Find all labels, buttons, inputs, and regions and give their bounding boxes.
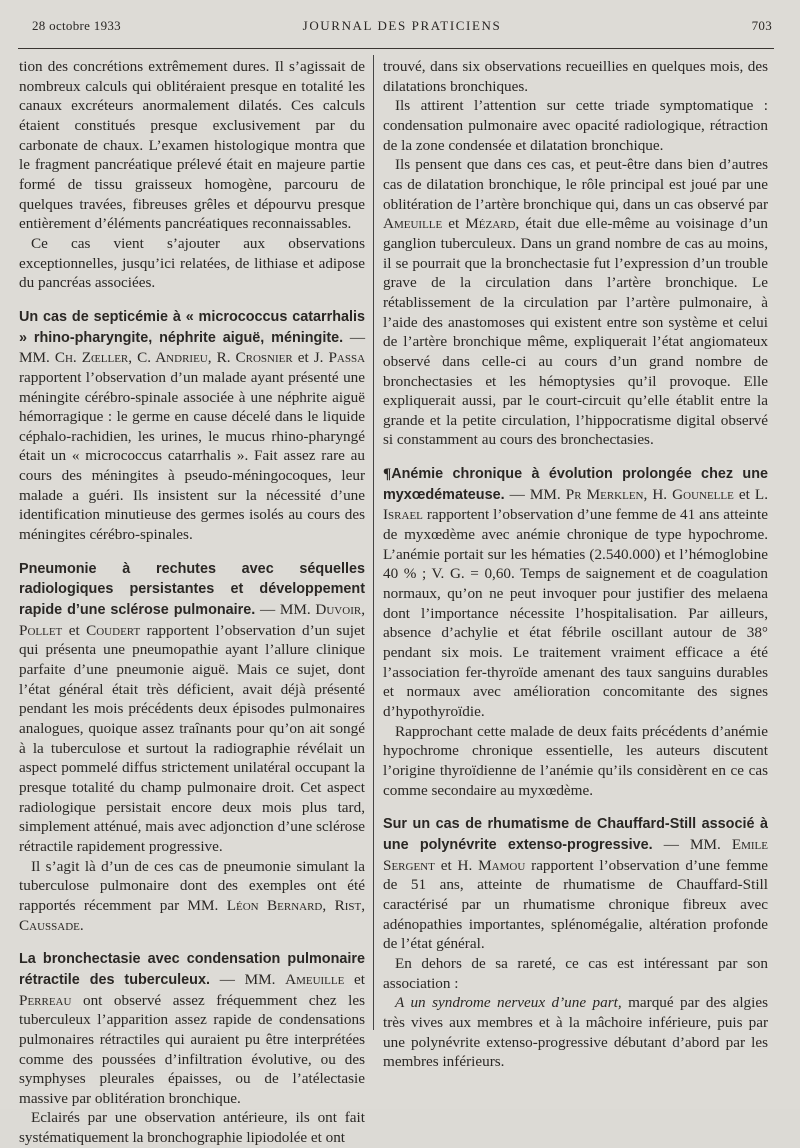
separator: — MM. [652,835,732,853]
journal-title: JOURNAL DES PRATICIENS [302,18,502,33]
separator: et [62,621,87,639]
author-name: Ameuille [285,970,345,988]
author-name: Emile Sergent [383,835,768,874]
right-column [383,57,769,1071]
left-column [19,57,366,1147]
paragraph-text: , était due elle-même au voisinage d’un ganglion tuberculeux. Dans un grand nombre de cas au moins, il se pourrait que la bronchectasie fut l’expression d’un trouble grave de la circulation dans l’artère bronchique. Le rétablissement de la circulation par l’artère pulmonaire, à l’aide des anastomoses qui existent entre son système et celui de l’artère bronchique même, expliquerait l’état angiomateux observé dans celle-ci au cours d’un grand nombre de bronchectasies et les hémoptysies qu’il provoque. Elle expliquerait aussi, par le court-circuit qu’elle établit entre la grande et la petite circulation, l’hippocratisme digital observé si constamment au cours des bronchectasies. [383,215,768,449]
article-body: rapportent l’observation d’une femme de 51 ans, atteinte de rhumatisme de Chauffard-Still caractérisé par un rhumatisme chronique fibreux avec adénopathies importantes, splénomégalie, altération profonde de l’état général. [383,856,769,953]
paragraph: Rapprochant cette malade de deux faits précédents d’anémie hypochrome chronique essentielle, les auteurs discutent l’origine thyroïdienne de l’anémie qu’ils considèrent en ce cas comme secondaire au myxœdème. [383,722,768,799]
separator: , [643,485,653,503]
separator: — MM. [209,970,286,988]
separator: , [207,349,217,367]
author-name: Coudert [86,621,141,639]
separator: — MM. [255,601,316,619]
separator: et [434,856,458,874]
continued-paragraph: tion des concrétions extrêmement dures. Il s’agissait de nombreux calculs qui oblitéraient presque en totalité les canaux excréteurs anormalement dilatés. Ces calculs étaient constitués presque exclusivement par du carbonate de chaux. L’examen histologique montra que le fragment pancréatique prélevé était en majeure partie formé de tissu graisseux homogène, parcouru de quelques travées, fibreuses grêles et dépourvu presque entièrement d’éléments pancréatiques reconnaissables. [19,58,365,233]
author-name: H. Gounelle [652,485,734,503]
article-pneumonie [19,559,365,857]
article-body: ont observé assez fréquemment chez les tuberculeux l’apparition assez rapide de condensations pulmonaires rétractiles qui auraient pu être interprétées comme des poussées d’infiltration évolutive, ou des symphyses pleurales épaisses, ou de l’atélectasie massive par oblitération bronchique. [19,991,365,1107]
issue-date: 28 octobre 1933 [32,18,121,33]
author-name: L. Israel [383,485,768,524]
article-body: rapportent l’observation d’un malade ayant présenté une méningite cérébro-spinale associée à une néphrite aiguë hémorragique : le germe en cause décelé dans le liquide céphalo-rachidien, les urines, le mucus rhino-pharyngé était un « micrococcus catarrhalis ». Fait assez rare au cours des méningites à pseudo-méningocoques, leur malade a guéri. Ils insistent sur la nécessité d’une identification minutieuse des germes isolés au cours des méningites cérébro-spinales. [19,368,365,544]
separator: , [361,896,365,914]
article-septicemie [19,307,365,545]
continued-paragraph: trouvé, dans six observations recueillies en quelques mois, des dilatations bronchiques. [383,58,768,95]
paragraph: En dehors de sa rareté, ce cas est intéressant par son association : [383,954,768,992]
separator: et [344,970,366,988]
article-body: rapportent l’observation d’un sujet qui présenta une pneumopathie ayant l’allure clinique parfaite d’une pneumonie aiguë. Mais ce sujet, dont l’état général était très déficient, avait déjà présenté pendant les mois précédents deux épisodes pulmonaires analogues, quoique assez traînants pour qu’on ait songé à la tuberculose et surtout la radiographie révélait un aspect pommelé diffus strictement unilatéral occupant la presque totalité du champ pulmonaire droit. Cet aspect radiologique persistait encore deux mois plus tard, simplement atténué, mais avec adjonction d’une sclérose rétractile rapidement progressive. [19,621,365,855]
emphasis-text: A un syndrome nerveux d’une part, [395,994,622,1012]
separator: et [292,349,314,367]
article-title: Pneumonie à rechutes avec séquelles radiologiques persistantes et développement rapide d’une sclérose pulmonaire. [19,560,365,619]
running-head [32,14,772,36]
author-name: Pr Merklen [565,485,644,503]
author-name: J. Passa [313,349,366,367]
author-name: Ch. Zœller [54,349,129,367]
author-name: Pollet [19,621,63,639]
author-name: Mézard [465,215,516,233]
paragraph [383,155,768,450]
article-anemie [383,464,768,722]
separator: et [442,215,466,233]
author-name: Léon Bernard [226,896,323,914]
author-name: Ameuille [383,215,443,233]
article-title: Anémie chronique à évolution prolongée chez une myxœdémateuse. [383,466,768,503]
header-rule [18,48,774,49]
paragraph: Ce cas vient s’ajouter aux observations exceptionnelles, jusqu’ici relatées, de lithiase et adipose du pancréas associées. [19,234,365,292]
author-name: C. Andrieu [137,349,208,367]
separator: , [322,896,335,914]
separator: et [733,485,755,503]
author-name: R. Crosnier [216,349,293,367]
article-title: Un cas de septicémie à « micrococcus catarrhalis » rhino-pharyngite, néphrite aiguë, méningite. [19,308,365,346]
article-title: La bronchectasie avec condensation pulmonaire rétractile des tuberculeux. [19,951,365,988]
separator: — MM. [19,328,365,367]
paragraph-text: marqué par des algies très vives aux membres et à la mâchoire inférieure, puis par une polynévrite extenso-progressive débutant d’abord par les membres inférieurs. [383,994,769,1071]
column-divider [373,55,374,1030]
paragraph [19,857,365,936]
author-name: Caussade [19,916,80,934]
paragraph: Eclairés par une observation antérieure, ils ont fait systématiquement la bronchographie lipiodolée et ont [19,1109,365,1147]
author-name: Duvoir [315,601,362,619]
article-bronchectasie [19,949,365,1108]
page-number: 703 [751,18,772,33]
paragraph-text: Il s’agit là d’un de ces cas de pneumonie simulant la tuberculose pulmonaire dont des exemples ont été rapportés récemment par MM. [19,857,365,914]
separator: , [128,349,138,367]
author-name: Rist [334,896,362,914]
article-body: rapportent l’observation d’une femme de 41 ans atteinte de myxœdème avec anémie chronique de type hypochrome. L’anémie portait sur les hématies (2.540.000) et l’hémoglobine 40 % ; V. G. = 0,60. Temps de saignement et de coagulation normaux, qu’on ne peut invoquer pour justifier des melaena dont l’importance nécessite l’hospitalisation. Par ailleurs, absence d’achylie et état fébrile oscillant autour de 38° pendant six mois. Le traitement vraiment efficace a été l’association fer-thyroïde amenant des taux sanguins durables et normaux avec amélioration concomitante des signes d’hypothyroïdie. [383,506,768,720]
separator: — MM. [504,485,566,503]
author-name: H. Mamou [457,856,526,874]
author-name: Perreau [19,991,72,1009]
article-rhumatisme [383,814,768,954]
separator: . [79,916,84,934]
paragraph: Ils attirent l’attention sur cette triade symptomatique : condensation pulmonaire avec opacité radiologique, rétraction de la zone condensée et dilatation bronchique. [383,97,768,154]
separator: , [361,601,365,619]
paragraph [383,993,768,1072]
paragraph-mark-icon: ¶ [383,465,392,483]
article-title: Sur un cas de rhumatisme de Chauffard-Still associé à une polynévrite extenso-progressive. [383,816,768,853]
paragraph-text: Ils pensent que dans ces cas, et peut-être dans bien d’autres cas de dilatation bronchique, le rôle principal est joué par une oblitération de l’artère bronchique qui, dans un cas observé par [383,156,768,213]
